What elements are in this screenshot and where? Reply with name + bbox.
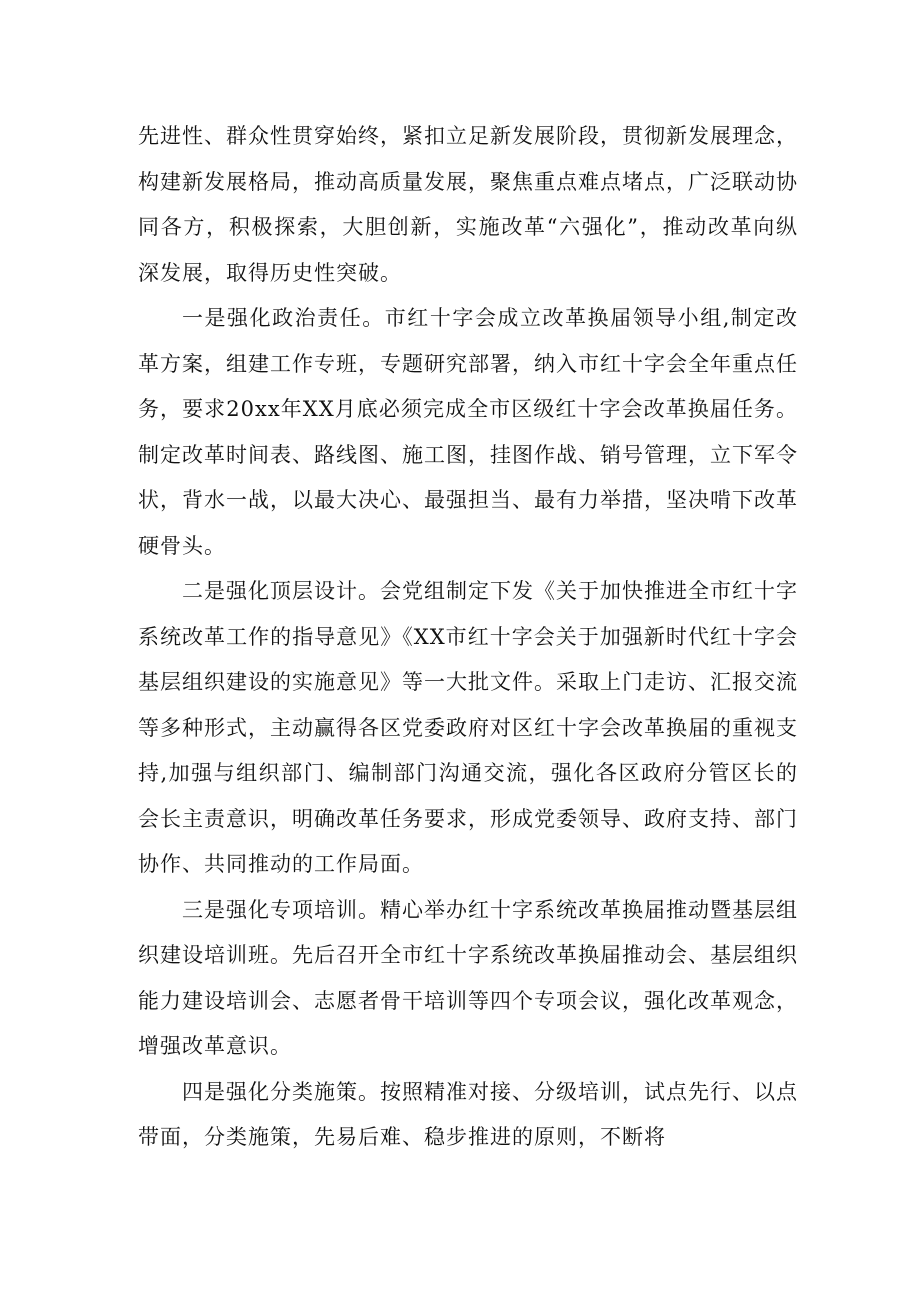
paragraph-political-responsibility: 一是强化政治责任。市红十字会成立改革换届领导小组,制定改革方案，组建工作专班，专题研究部署，纳入市红十字会全年重点任务，要求20xx年XX月底必须完成全市区级红十字会改革换届任务。制定改革时间表、路线图、施工图，挂图作战、销号管理，立下军令状，背水一战，以最大决心、最强担当、最有力举措，坚决啃下改革硬骨头。 bbox=[138, 306, 798, 558]
paragraph-classified-measures: 四是强化分类施策。按照精准对接、分级培训，试点先行、以点带面，分类施策，先易后难、稳步推进的原则，不断将 bbox=[138, 1079, 798, 1149]
paragraph-continuation: 先进性、群众性贯穿始终，紧扣立足新发展阶段，贯彻新发展理念，构建新发展格局，推动高质量发展，聚焦重点难点堵点，广泛联动协同各方，积极探索，大胆创新，实施改革“六强化”，推动改革向纵深发展，取得历史性突破。 bbox=[138, 124, 798, 285]
document-body bbox=[138, 114, 798, 1161]
paragraph-top-level-design: 二是强化顶层设计。会党组制定下发《关于加快推进全市红十字系统改革工作的指导意见》《XX市红十字会关于加强新时代红十字会基层组织建设的实施意见》等一大批文件。采取上门走访、汇报交流等多种形式，主动赢得各区党委政府对区红十字会改革换届的重视支持,加强与组织部门、编制部门沟通交流，强化各区政府分管区长的会长主责意识，明确改革任务要求，形成党委领导、政府支持、部门协作、共同推动的工作局面。 bbox=[138, 579, 798, 876]
paragraph-special-training: 三是强化专项培训。精心举办红十字系统改革换届推动暨基层组织建设培训班。先后召开全市红十字系统改革换届推动会、基层组织能力建设培训会、志愿者骨干培训等四个专项会议，强化改革观念，增强改革意识。 bbox=[138, 897, 798, 1058]
